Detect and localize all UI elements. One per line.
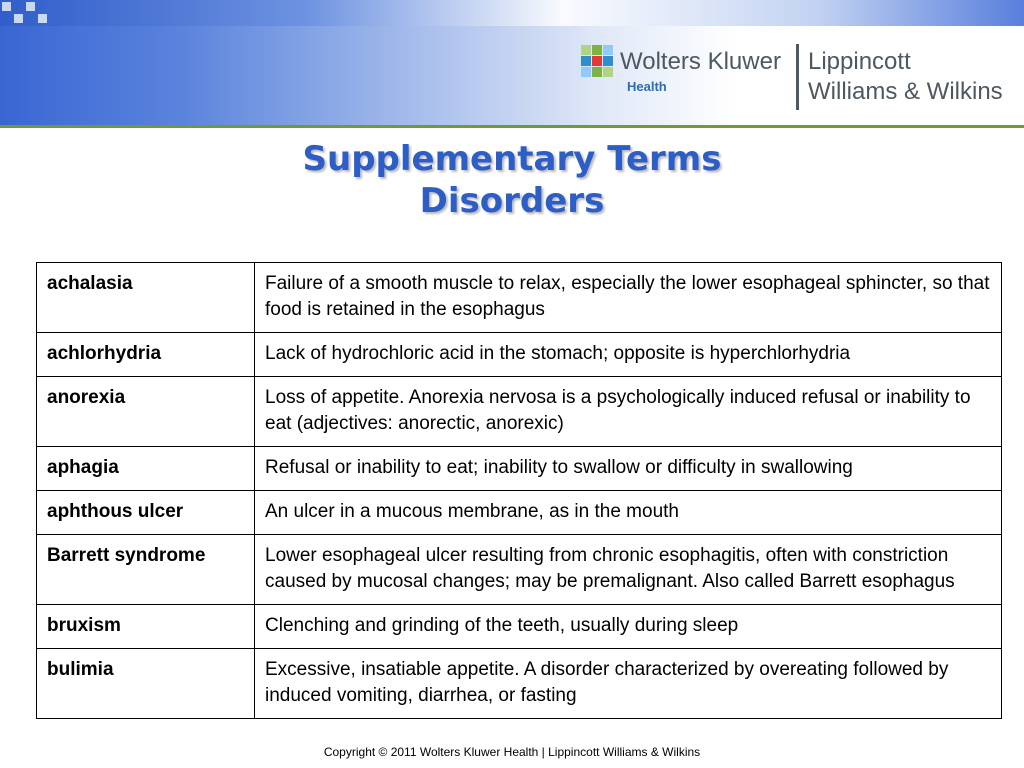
logo-company-name: Wolters Kluwer [620,48,781,75]
definition-cell: Lack of hydrochloric acid in the stomach; opposite is hyperchlorhydria [255,333,1002,377]
table-row [37,535,1002,605]
terms-table [36,262,1002,719]
table-row [37,649,1002,719]
definition-cell: Excessive, insatiable appetite. A disorder characterized by overeating followed by induced vomiting, diarrhea, or fasting [255,649,1002,719]
definition-cell: Clenching and grinding of the teeth, usually during sleep [255,605,1002,649]
logo-division-name: Health [627,79,667,94]
title-line-2: Disorders [419,181,605,221]
term-cell: bulimia [37,649,255,719]
table-row [37,263,1002,333]
wolters-kluwer-logo-icon [580,44,614,78]
term-cell: Barrett syndrome [37,535,255,605]
table-row [37,333,1002,377]
term-cell: bruxism [37,605,255,649]
table-row [37,447,1002,491]
title-line-1: Supplementary Terms [302,139,722,179]
term-cell: achalasia [37,263,255,333]
header-corner-squares [0,0,60,26]
term-cell: aphagia [37,447,255,491]
logo-publisher-line-1: Lippincott [808,48,911,75]
table-row [37,491,1002,535]
table-row [37,377,1002,447]
term-cell: anorexia [37,377,255,447]
term-cell: achlorhydria [37,333,255,377]
header-accent-line [0,125,1024,128]
definition-cell: Loss of appetite. Anorexia nervosa is a psychologically induced refusal or inability to eat (adjectives: anorectic, anorexic) [255,377,1002,447]
publisher-logo [580,42,1020,112]
definition-cell: Refusal or inability to eat; inability to swallow or difficulty in swallowing [255,447,1002,491]
page-title [0,138,1024,222]
definition-cell: Failure of a smooth muscle to relax, especially the lower esophageal sphincter, so that food is retained in the esophagus [255,263,1002,333]
table-row [37,605,1002,649]
logo-divider [796,44,799,110]
term-cell: aphthous ulcer [37,491,255,535]
header-top-strip [0,0,1024,26]
definition-cell: An ulcer in a mucous membrane, as in the mouth [255,491,1002,535]
logo-publisher-line-2: Williams & Wilkins [808,78,1003,105]
copyright-footer: Copyright © 2011 Wolters Kluwer Health | Lippincott Williams & Wilkins [323,745,701,759]
definition-cell: Lower esophageal ulcer resulting from chronic esophagitis, often with constriction caused by mucosal changes; may be premalignant. Also called Barrett esophagus [255,535,1002,605]
